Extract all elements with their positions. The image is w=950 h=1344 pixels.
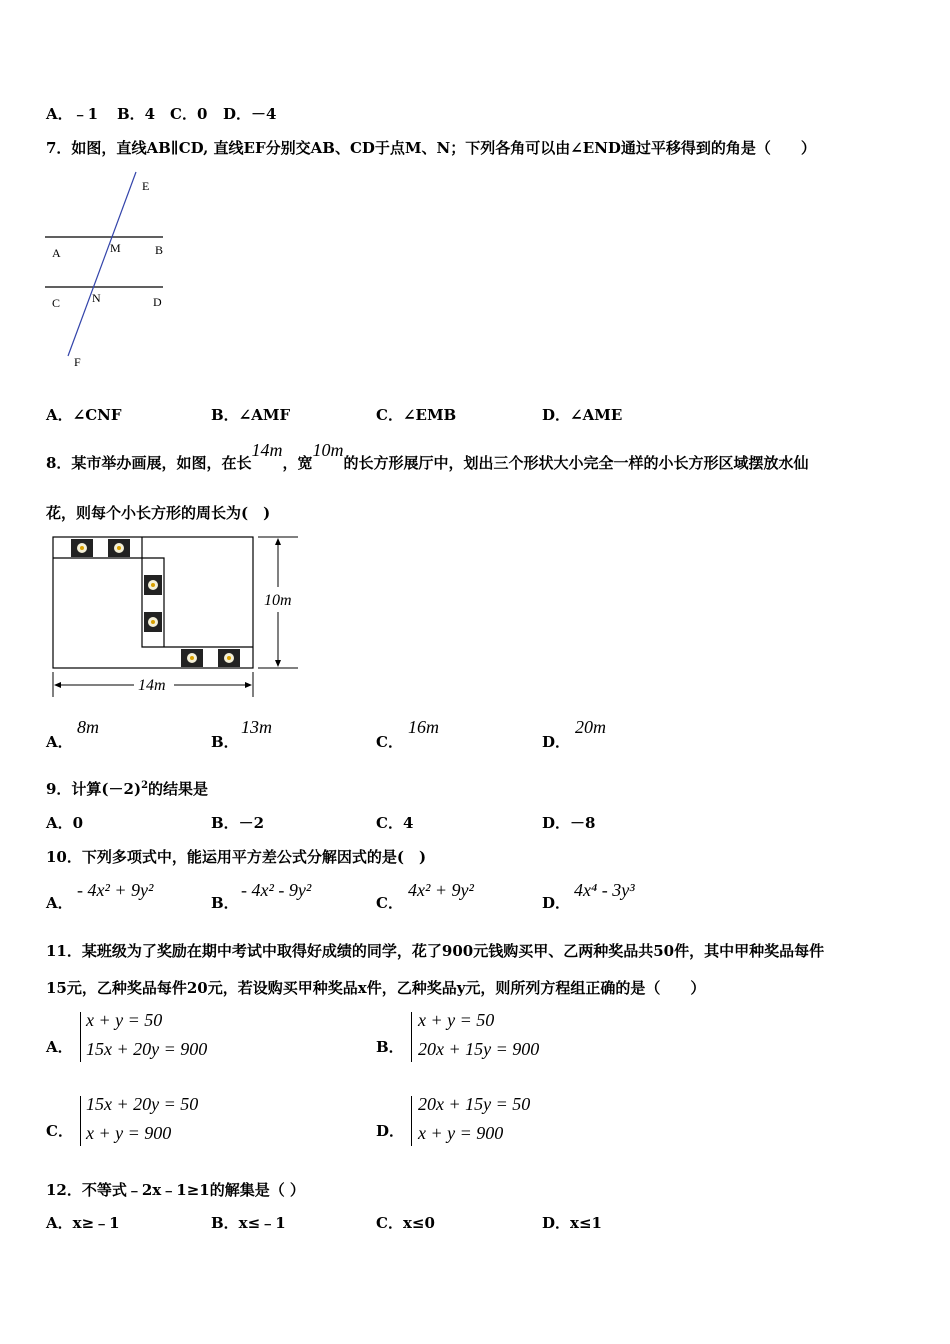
- q9-option-c: C．4: [376, 814, 414, 832]
- q11-option-a-eq1: x + y = 50: [86, 1010, 163, 1030]
- q8-figure: [46, 532, 306, 702]
- q11-option-c-eq2: x + y = 900: [86, 1123, 172, 1143]
- q7-option-d: D．∠AME: [542, 406, 623, 424]
- q11-option-b-label: B．: [376, 1038, 404, 1056]
- q11-option-c-eq1: 15x + 20y = 50: [86, 1094, 199, 1114]
- q8-option-a-label: A．: [46, 733, 73, 751]
- q9-stem-part1: 9．计算(－2): [46, 780, 142, 798]
- q8-stem-part3: 的长方形展厅中，划出三个形状大小完全一样的小长方形区域摆放水仙: [343, 454, 809, 472]
- q7-figure: [40, 168, 180, 373]
- q8-length-expr: 14m: [251, 440, 283, 460]
- line-ef: [68, 172, 136, 356]
- q11-option-b-eq1: x + y = 50: [418, 1010, 495, 1030]
- q8-option-d-value: 20m: [575, 717, 606, 737]
- q8-option-a-value: 8m: [77, 717, 99, 737]
- label-n: N: [92, 291, 101, 305]
- q10-option-d-label: D．: [542, 894, 571, 912]
- q8-stem-part1: 8．某市举办画展，如图，在长: [46, 454, 252, 472]
- q6-option-a: A．﹣1: [46, 105, 99, 123]
- q11-option-c-label: C．: [46, 1122, 73, 1140]
- label-d: D: [153, 295, 162, 309]
- q9-exponent: 2: [141, 780, 149, 791]
- label-c: C: [52, 296, 61, 310]
- q11-option-a-eq2: 15x + 20y = 900: [86, 1039, 208, 1059]
- flower-icon: [181, 649, 203, 667]
- q8-stem-part2: ，宽: [282, 454, 313, 472]
- q12-stem: 12．不等式﹣2x﹣1≥1的解集是（ ）: [46, 1181, 305, 1199]
- q10-option-a-label: A．: [46, 894, 73, 912]
- flower-icon: [108, 539, 130, 557]
- label-b: B: [155, 243, 164, 257]
- q10-option-c-expr: 4x² + 9y²: [408, 880, 474, 900]
- q11-stem-line2: 15元，乙种奖品每件20元，若设购买甲种奖品x件，乙种奖品y元，则所列方程组正确的是（ ）: [46, 979, 706, 997]
- q6-option-b: B．4: [117, 105, 156, 123]
- q9-option-b: B．－2: [211, 814, 265, 832]
- q6-option-d: D．－4: [223, 105, 277, 123]
- q10-option-a-expr: - 4x² + 9y²: [77, 880, 154, 900]
- flower-icon: [144, 575, 162, 595]
- q11-option-d-eq1: 20x + 15y = 50: [418, 1094, 531, 1114]
- q10-option-b-label: B．: [211, 894, 239, 912]
- q11-option-d-eq2: x + y = 900: [418, 1123, 504, 1143]
- q7-option-c: C．∠EMB: [376, 406, 457, 424]
- q7-option-b: B．∠AMF: [211, 406, 291, 424]
- q12-option-c: C．x≤0: [376, 1214, 435, 1232]
- q8-width-label: 14m: [138, 677, 166, 694]
- flower-icon: [71, 539, 93, 557]
- q8-width-expr: 10m: [312, 440, 344, 460]
- q11-stem-line1: 11．某班级为了奖励在期中考试中取得好成绩的同学，花了900元钱购买甲、乙两种奖品共50件，其中甲种奖品每件: [46, 942, 825, 960]
- q11-option-a-label: A．: [46, 1038, 73, 1056]
- q11-option-c-brace: [80, 1096, 81, 1146]
- q8-option-d-label: D．: [542, 733, 571, 751]
- q12-option-d: D．x≤1: [542, 1214, 602, 1232]
- q12-option-a: A．x≥﹣1: [46, 1214, 120, 1232]
- label-m: M: [110, 241, 121, 255]
- q11-option-b-brace: [411, 1012, 412, 1062]
- q9-option-d: D．－8: [542, 814, 596, 832]
- q10-stem: 10．下列多项式中，能运用平方差公式分解因式的是( ): [46, 848, 427, 866]
- q7-option-a: A．∠CNF: [46, 406, 122, 424]
- flower-icon: [144, 612, 162, 632]
- q11-option-d-label: D．: [376, 1122, 405, 1140]
- q8-stem-line1: [46, 440, 809, 473]
- label-a: A: [52, 246, 61, 260]
- label-e: E: [142, 179, 150, 193]
- q8-height-label: 10m: [264, 592, 292, 609]
- q11-option-a-brace: [80, 1012, 81, 1062]
- q10-option-c-label: C．: [376, 894, 403, 912]
- q10-option-d-expr: 4x⁴ - 3y³: [574, 880, 635, 900]
- q11-option-b-eq2: 20x + 15y = 900: [418, 1039, 540, 1059]
- q10-option-b-expr: - 4x² - 9y²: [241, 880, 312, 900]
- q9-stem: [46, 778, 208, 799]
- flower-icon: [218, 649, 240, 667]
- q8-option-c-label: C．: [376, 733, 403, 751]
- q9-stem-part2: 的结果是: [148, 780, 209, 798]
- q8-stem-line2: 花，则每个小长方形的周长为( ): [46, 504, 271, 522]
- q6-option-c: C．0: [170, 105, 208, 123]
- q8-option-c-value: 16m: [408, 717, 439, 737]
- q7-stem: 7．如图，直线AB∥CD, 直线EF分别交AB、CD于点M、N；下列各角可以由∠END通过平移得到的角是（ ）: [46, 139, 816, 157]
- q11-option-d-brace: [411, 1096, 412, 1146]
- q8-option-b-value: 13m: [241, 717, 272, 737]
- q9-option-a: A．0: [46, 814, 84, 832]
- label-f: F: [74, 355, 81, 369]
- q8-option-b-label: B．: [211, 733, 239, 751]
- q12-option-b: B．x≤﹣1: [211, 1214, 286, 1232]
